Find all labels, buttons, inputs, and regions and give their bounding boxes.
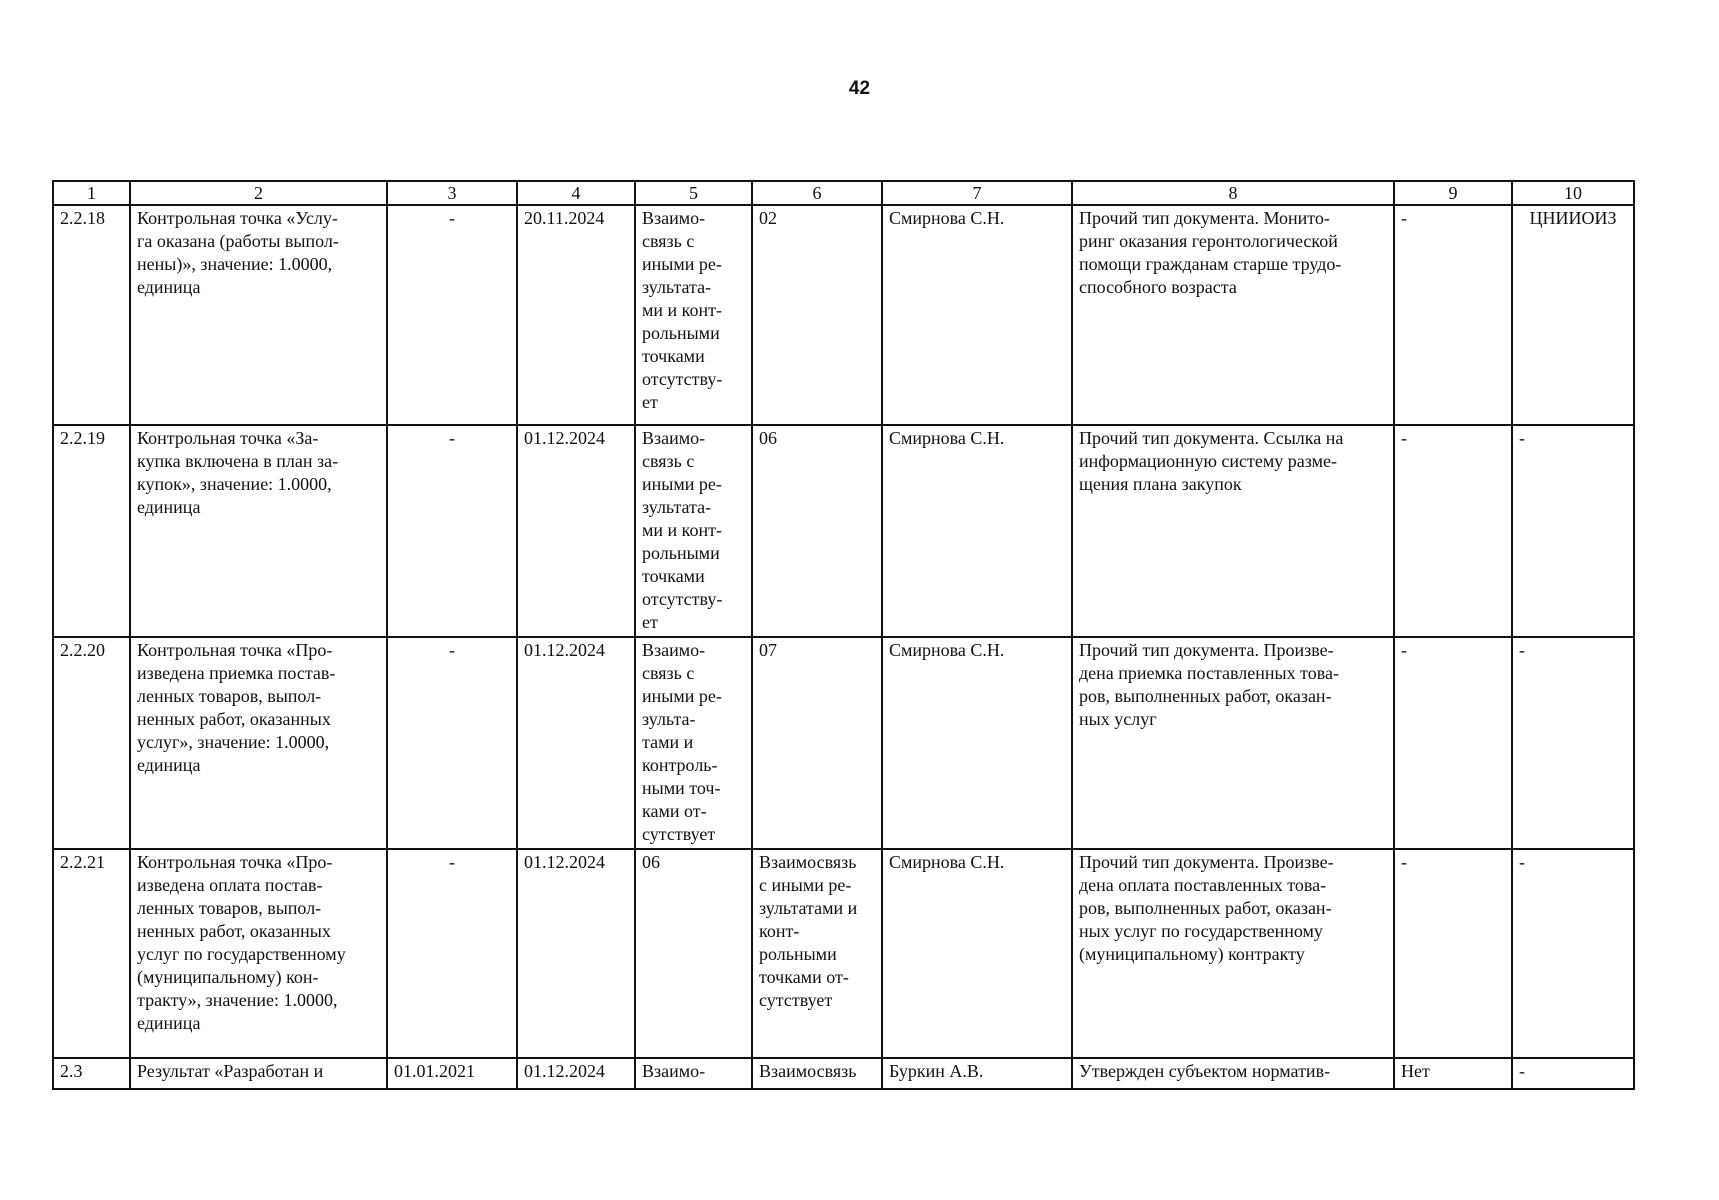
header-cell-6: 6: [752, 181, 882, 205]
relationship-cell: Взаимосвязь с иными ре- зультатами и конт- рольными точками от- сутствует: [752, 849, 882, 1058]
relationship-cell-2: Взаимосвязь: [752, 1058, 882, 1089]
end-date: 01.12.2024: [517, 1058, 635, 1089]
header-cell-9: 9: [1394, 181, 1512, 205]
row-number: 2.2.20: [53, 637, 130, 849]
document-type: Прочий тип документа. Произве- дена приемка поставленных това- ров, выполненных работ, оказан- ных услуг: [1072, 637, 1394, 849]
organization: -: [1512, 1058, 1634, 1089]
header-cell-4: 4: [517, 181, 635, 205]
start-date: 01.01.2021: [387, 1058, 517, 1089]
document-type: Утвержден субъектом норматив-: [1072, 1058, 1394, 1089]
col9-value: -: [1394, 849, 1512, 1058]
col9-value: -: [1394, 425, 1512, 637]
document-type: Прочий тип документа. Ссылка на информационную систему разме- щения плана закупок: [1072, 425, 1394, 637]
responsible-person: Смирнова С.Н.: [882, 425, 1072, 637]
header-cell-5: 5: [635, 181, 752, 205]
page-number: 42: [848, 78, 871, 99]
col9-value: Нет: [1394, 1058, 1512, 1089]
result-name: Результат «Разработан и: [130, 1058, 387, 1089]
responsible-person: Смирнова С.Н.: [882, 849, 1072, 1058]
header-cell-3: 3: [387, 181, 517, 205]
start-date: -: [387, 849, 517, 1058]
table-row: [53, 1058, 1634, 1089]
header-cell-1: 1: [53, 181, 130, 205]
organization: -: [1512, 849, 1634, 1058]
control-point-name: Контрольная точка «Про- изведена приемка постав- ленных товаров, выпол- ненных работ, оказанных услуг», значение: 1.0000, единица: [130, 637, 387, 849]
relationship-cell: Взаимо- связь с иными ре- зультата- ми и конт- рольными точками отсутству- ет: [635, 205, 752, 425]
responsible-person: Смирнова С.Н.: [882, 637, 1072, 849]
document-type: Прочий тип документа. Произве- дена оплата поставленных това- ров, выполненных работ, оказан- ных услуг по государственному (муниципальному) контракту: [1072, 849, 1394, 1058]
row-number: 2.2.18: [53, 205, 130, 425]
control-point-name: Контрольная точка «Услу- га оказана (работы выпол- нены)», значение: 1.0000, единица: [130, 205, 387, 425]
organization: -: [1512, 425, 1634, 637]
start-date: -: [387, 637, 517, 849]
relationship-cell: Взаимо- связь с иными ре- зультата- ми и конт- рольными точками отсутству- ет: [635, 425, 752, 637]
code-cell: 06: [752, 425, 882, 637]
control-point-name: Контрольная точка «Про- изведена оплата постав- ленных товаров, выпол- ненных работ, оказанных услуг по государственному (муниципальному) кон- тракту», значение: 1.0000, единица: [130, 849, 387, 1058]
organization: ЦНИИОИЗ: [1512, 205, 1634, 425]
start-date: -: [387, 425, 517, 637]
table-row: [53, 637, 1634, 849]
row-number: 2.2.19: [53, 425, 130, 637]
end-date: 20.11.2024: [517, 205, 635, 425]
responsible-person: Смирнова С.Н.: [882, 205, 1072, 425]
end-date: 01.12.2024: [517, 637, 635, 849]
header-cell-8: 8: [1072, 181, 1394, 205]
table-row: [53, 425, 1634, 637]
header-cell-7: 7: [882, 181, 1072, 205]
document-type: Прочий тип документа. Монито- ринг оказания геронтологической помощи гражданам старше трудо- способного возраста: [1072, 205, 1394, 425]
table-row: [53, 205, 1634, 425]
relationship-cell: Взаимо- связь с иными ре- зульта- тами и контроль- ными точ- ками от- сутствует: [635, 637, 752, 849]
col9-value: -: [1394, 205, 1512, 425]
table-row: [53, 849, 1634, 1058]
control-points-table: [52, 180, 1635, 1090]
header-cell-10: 10: [1512, 181, 1634, 205]
col9-value: -: [1394, 637, 1512, 849]
code-cell: 06: [635, 849, 752, 1058]
end-date: 01.12.2024: [517, 425, 635, 637]
row-number: 2.2.21: [53, 849, 130, 1058]
header-cell-2: 2: [130, 181, 387, 205]
code-cell: 07: [752, 637, 882, 849]
organization: -: [1512, 637, 1634, 849]
start-date: -: [387, 205, 517, 425]
end-date: 01.12.2024: [517, 849, 635, 1058]
code-cell: 02: [752, 205, 882, 425]
relationship-cell: Взаимо-: [635, 1058, 752, 1089]
responsible-person: Буркин А.В.: [882, 1058, 1072, 1089]
table-header-row: [53, 181, 1634, 205]
row-number: 2.3: [53, 1058, 130, 1089]
control-point-name: Контрольная точка «За- купка включена в план за- купок», значение: 1.0000, единица: [130, 425, 387, 637]
